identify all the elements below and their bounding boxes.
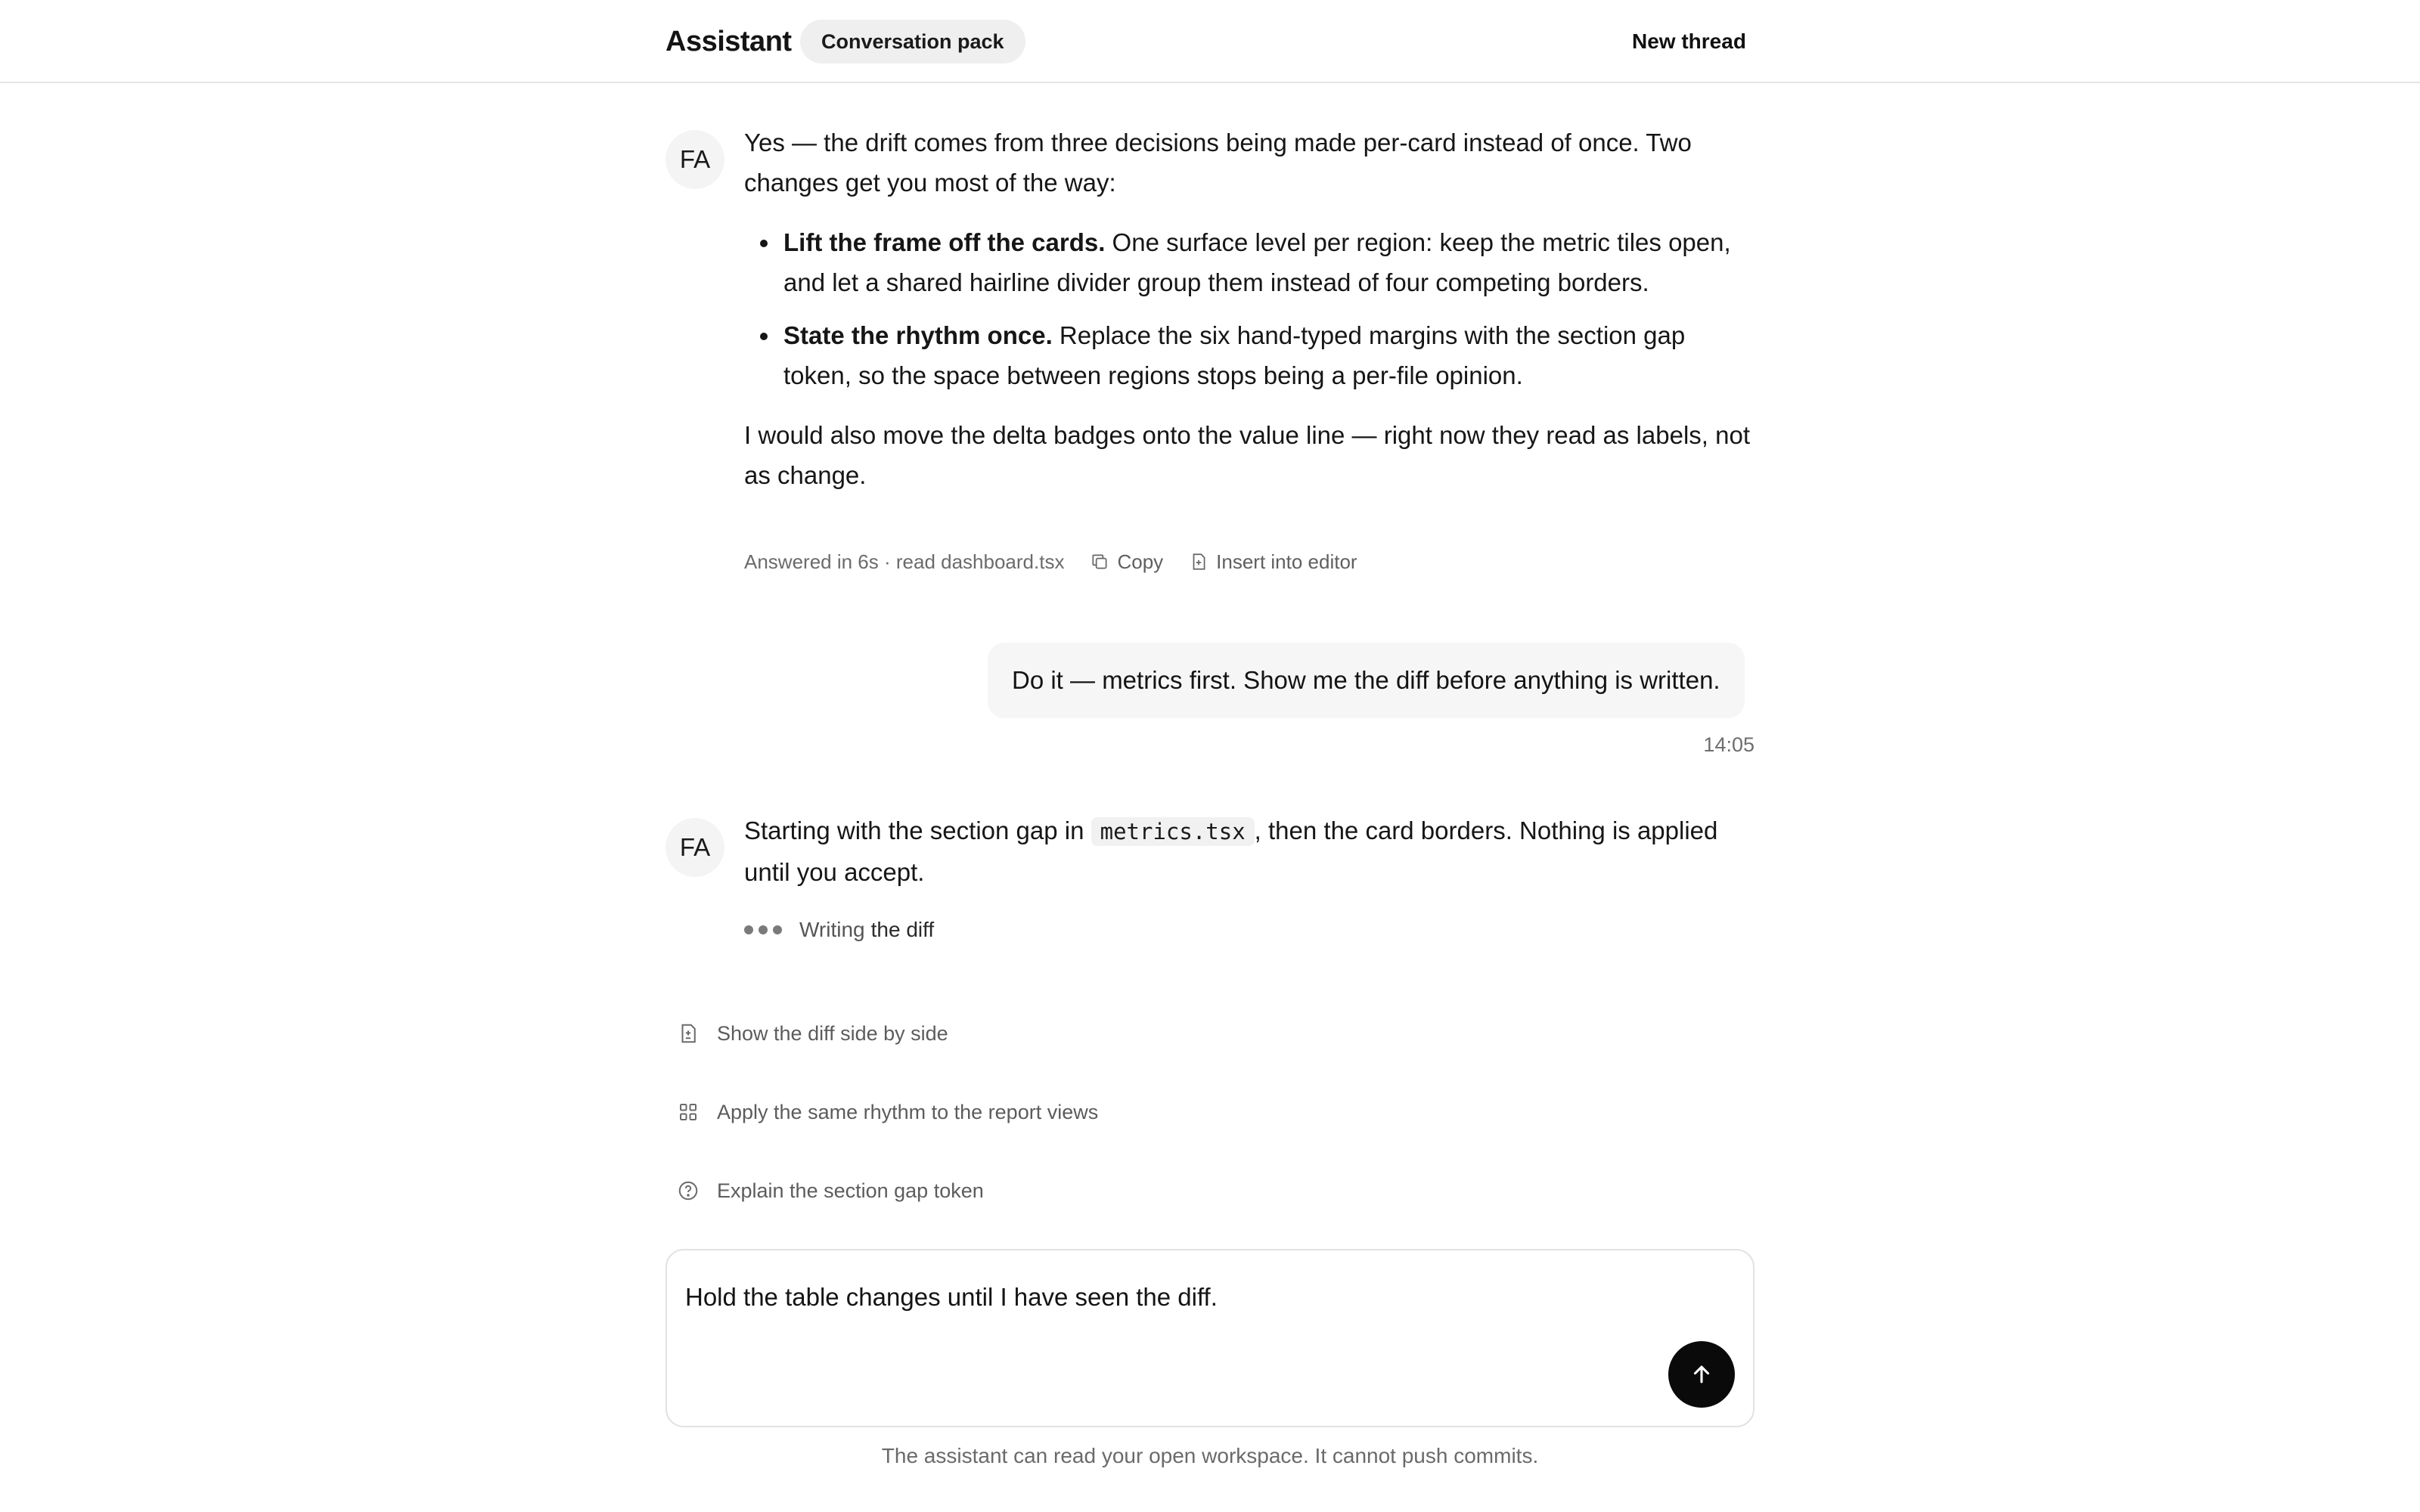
send-button[interactable] (1668, 1341, 1735, 1408)
assistant-avatar: FA (666, 130, 724, 189)
help-circle-icon (666, 1179, 711, 1202)
copy-icon (1090, 552, 1109, 572)
disclaimer-footnote: The assistant can read your open workspace. It cannot push commits. (881, 1444, 1539, 1467)
text-after-code: , then the card borders. Nothing is applied until you accept. (744, 816, 1718, 886)
bullet-text: One surface level per region: keep the metric tiles open, and let a shared hairline divider group them instead of four competing borders. (783, 228, 1731, 296)
top-bar (0, 0, 2420, 83)
assistant-avatar: FA (666, 818, 724, 877)
text-before-code: Starting with the section gap in (744, 816, 1091, 844)
message-bullets (780, 222, 1750, 395)
arrow-up-icon (1689, 1362, 1714, 1387)
copy-label: Copy (1117, 550, 1164, 573)
file-insert-icon (1189, 552, 1208, 572)
message-timestamp: 14:05 (1703, 733, 1754, 756)
assistant-message (744, 810, 1750, 892)
inline-code: metrics.tsx (1091, 817, 1255, 846)
message-intro: Yes — the drift comes from three decisions being made per-card instead of once. Two changes get you most of the way: (744, 129, 1692, 197)
suggestion-apply-rhythm[interactable] (666, 1078, 1754, 1146)
bullet-bold: Lift the frame off the cards. (783, 228, 1106, 256)
bullet-text: Replace the six hand-typed margins with the section gap token, so the space between regions stops being a per-file opinion. (783, 321, 1686, 389)
user-message-bubble: Do it — metrics first. Show me the diff before anything is written. (988, 643, 1745, 718)
answer-meta: Answered in 6s · read dashboard.tsx (744, 550, 1065, 573)
typing-indicator (744, 913, 934, 947)
grid-icon (666, 1101, 711, 1123)
message-outro: I would also move the delta badges onto the value line — right now they read as labels, not as change. (744, 421, 1750, 489)
status-prefix: Writing (799, 918, 865, 941)
insert-label: Insert into editor (1216, 550, 1357, 573)
suggestion-label: Show the diff side by side (717, 1021, 948, 1045)
message-input[interactable] (685, 1267, 1668, 1328)
message-text (744, 810, 1750, 892)
file-diff-icon (666, 1022, 711, 1045)
new-thread-button[interactable]: New thread (1611, 20, 1767, 64)
suggestion-show-diff[interactable] (666, 999, 1754, 1067)
app-title: Assistant (666, 26, 792, 57)
suggestion-label: Explain the section gap token (717, 1179, 984, 1202)
conversation-pack-button[interactable]: Conversation pack (800, 20, 1025, 64)
typing-dots-icon (744, 925, 787, 934)
status-strong: the diff (870, 918, 935, 941)
insert-into-editor-button[interactable] (1189, 550, 1357, 574)
copy-button[interactable] (1090, 550, 1163, 574)
composer (666, 1249, 1754, 1427)
suggestion-label: Apply the same rhythm to the report views (717, 1100, 1099, 1123)
message-meta-row (744, 544, 1357, 579)
suggestion-explain-token[interactable] (666, 1157, 1754, 1225)
assistant-message (744, 122, 1750, 495)
list-item (780, 222, 1750, 302)
bullet-bold: State the rhythm once. (783, 321, 1053, 349)
list-item (780, 315, 1750, 395)
